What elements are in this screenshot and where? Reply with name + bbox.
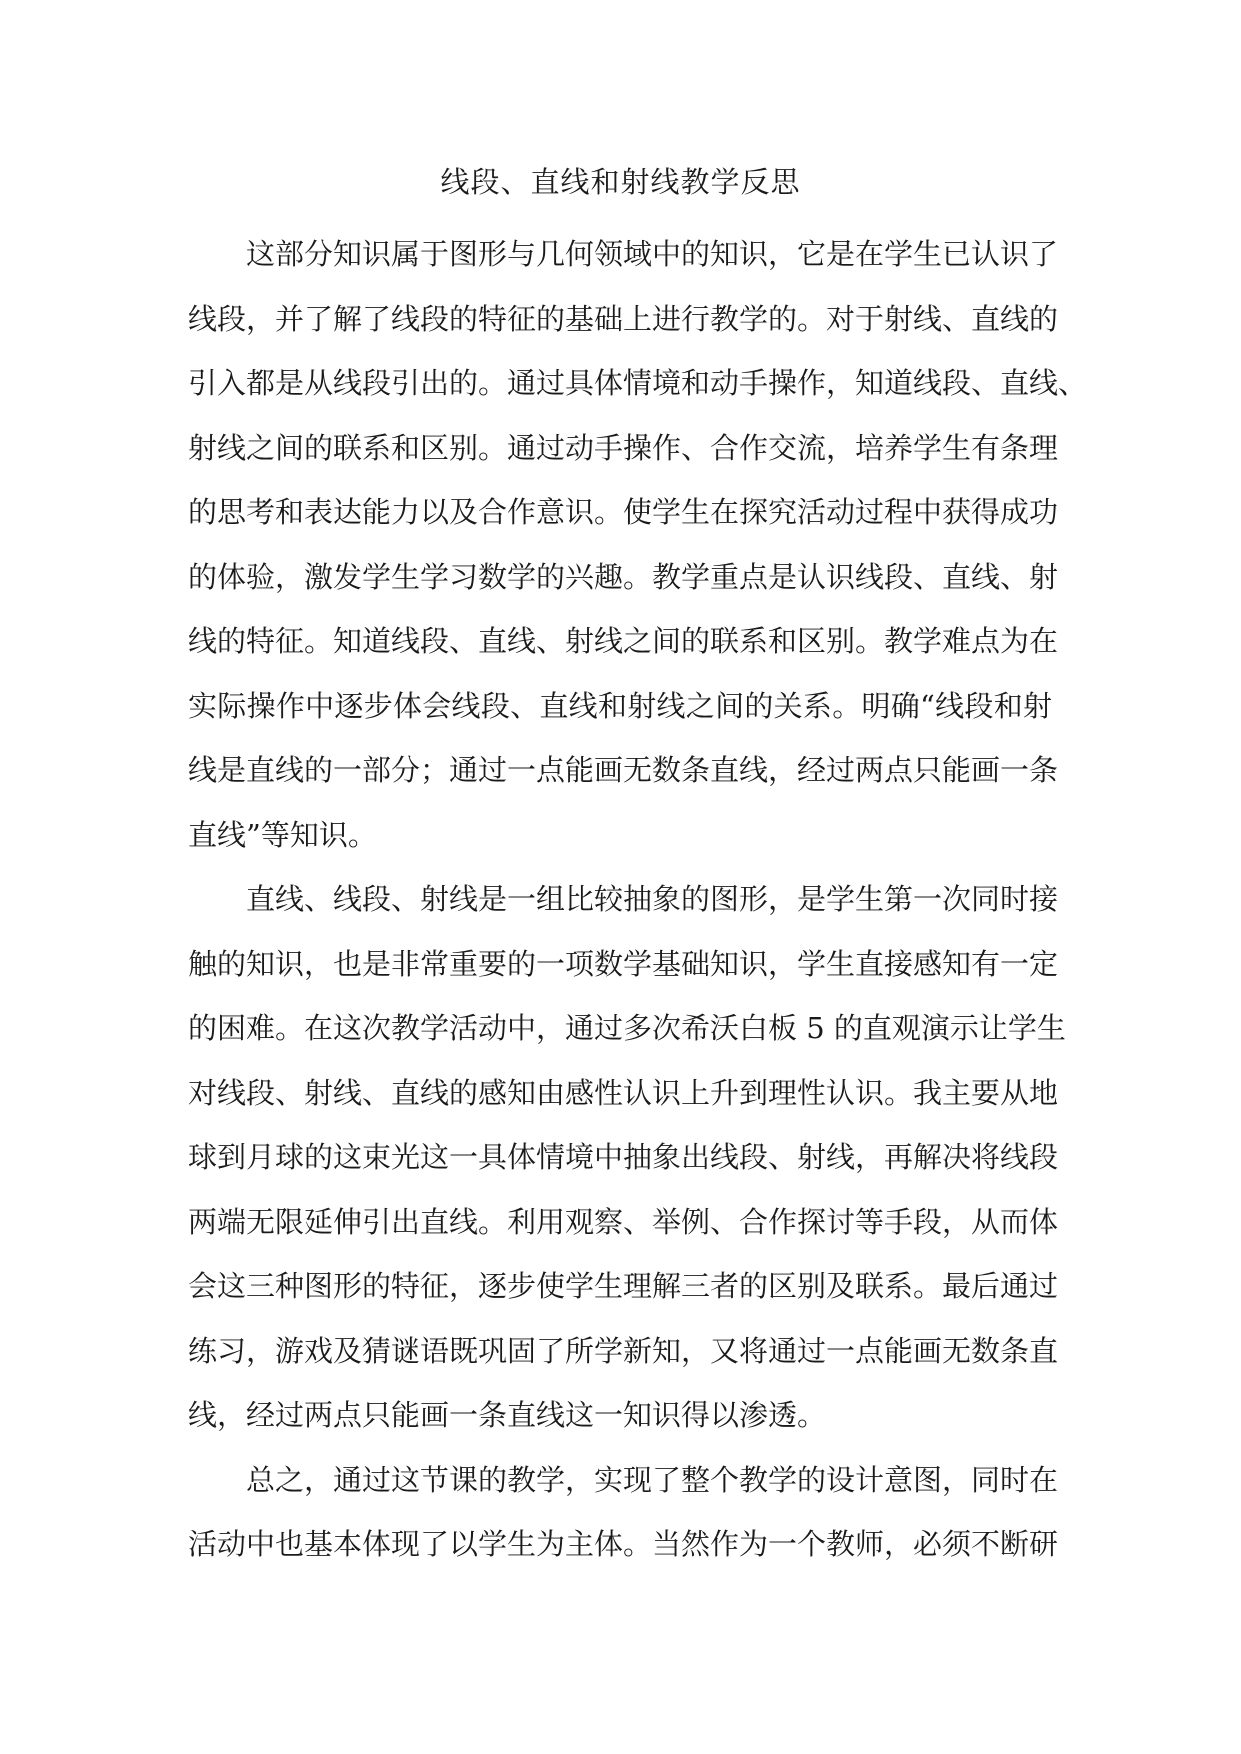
text-line: 总之，通过这节课的教学，实现了整个教学的设计意图，同时在: [246, 1462, 1059, 1497]
text-line: 线是直线的一部分；通过一点能画无数条直线，经过两点只能画一条: [188, 753, 1059, 787]
text-line: 的困难。在这次教学活动中，通过多次希沃白板 5 的直观演示让学生: [188, 1011, 1066, 1045]
text-line: 活动中也基本体现了以学生为主体。当然作为一个教师，必须不断研: [188, 1527, 1059, 1561]
text-line: 引入都是从线段引出的。通过具体情境和动手操作，知道线段、直线、: [188, 366, 1088, 400]
text-line: 对线段、射线、直线的感知由感性认识上升到理性认识。我主要从地: [188, 1075, 1059, 1110]
text-line: 线，经过两点只能画一条直线这一知识得以渗透。: [188, 1398, 827, 1432]
paragraph-2: [188, 867, 1066, 1448]
text-line: 直线、线段、射线是一组比较抽象的图形，是学生第一次同时接: [246, 882, 1059, 916]
text-line: 这部分知识属于图形与几何领域中的知识，它是在学生已认识了: [246, 237, 1059, 271]
text-line: 线段，并了解了线段的特征的基础上进行教学的。对于射线、直线的: [188, 301, 1059, 336]
text-line: 球到月球的这束光这一具体情境中抽象出线段、射线，再解决将线段: [188, 1140, 1059, 1174]
document-body: [188, 222, 1088, 1577]
text-line: 触的知识，也是非常重要的一项数学基础知识，学生直接感知有一定: [188, 946, 1059, 981]
text-line: 直线”等知识。: [188, 817, 377, 852]
text-line: 练习，游戏及猜谜语既巩固了所学新知，又将通过一点能画无数条直: [188, 1333, 1059, 1368]
text-line: 线的特征。知道线段、直线、射线之间的联系和区别。教学难点为在: [188, 624, 1059, 658]
text-line: 的思考和表达能力以及合作意识。使学生在探究活动过程中获得成功: [188, 495, 1059, 529]
page-title: 线段、直线和射线教学反思: [440, 165, 801, 199]
text-line: 实际操作中逐步体会线段、直线和射线之间的关系。明确“线段和射: [188, 688, 1052, 723]
text-line: 会这三种图形的特征，逐步使学生理解三者的区别及联系。最后通过: [188, 1269, 1059, 1303]
text-line: 的体验，激发学生学习数学的兴趣。教学重点是认识线段、直线、射: [188, 559, 1059, 594]
text-line: 两端无限延伸引出直线。利用观察、举例、合作探讨等手段，从而体: [188, 1204, 1059, 1239]
paragraph-3: [188, 1448, 1059, 1577]
paragraph-1: [188, 222, 1088, 867]
text-line: 射线之间的联系和区别。通过动手操作、合作交流，培养学生有条理: [188, 430, 1059, 465]
